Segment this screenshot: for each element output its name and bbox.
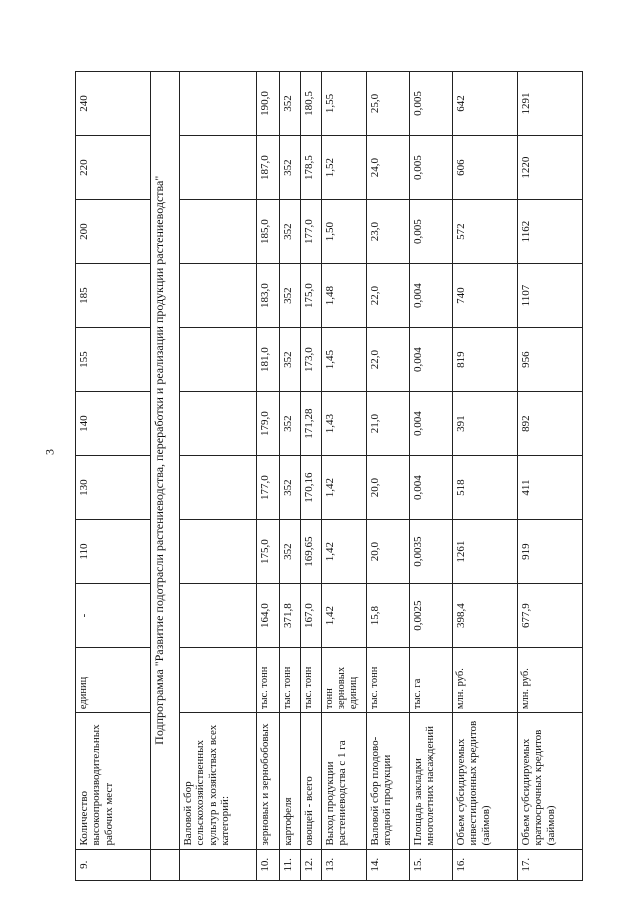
unit-cell: тыс. га bbox=[410, 648, 453, 713]
value-cell: 819 bbox=[453, 328, 518, 392]
value-cell: 240 bbox=[76, 72, 151, 136]
value-cell: 1,42 bbox=[322, 584, 367, 648]
indicator-name: Объем субсидируемых инвестиционных кредитов (займов) bbox=[453, 713, 518, 849]
unit-cell: млн. руб. bbox=[518, 648, 583, 713]
value-cell: 956 bbox=[518, 328, 583, 392]
value-cell: 164,0 bbox=[257, 584, 280, 648]
value-cell: 1162 bbox=[518, 200, 583, 264]
value-cell: 371,8 bbox=[280, 584, 301, 648]
value-cell: 22,0 bbox=[367, 328, 410, 392]
rotated-table-wrapper bbox=[75, 71, 565, 881]
unit-cell: тыс. тонн bbox=[280, 648, 301, 713]
value-cell: 0,004 bbox=[410, 392, 453, 456]
table-row bbox=[301, 72, 322, 881]
indicator-name: Количество высокопроизводительных рабочих мест bbox=[76, 713, 151, 849]
value-cell: 1261 bbox=[453, 520, 518, 584]
value-cell: 606 bbox=[453, 136, 518, 200]
value-cell: - bbox=[76, 584, 151, 648]
row-number: 14. bbox=[367, 849, 410, 880]
value-cell: 677,9 bbox=[518, 584, 583, 648]
value-cell bbox=[180, 584, 257, 648]
value-cell: 0,005 bbox=[410, 200, 453, 264]
value-cell: 15,8 bbox=[367, 584, 410, 648]
value-cell: 1,45 bbox=[322, 328, 367, 392]
unit-cell: тыс. тонн bbox=[257, 648, 280, 713]
value-cell: 0,0025 bbox=[410, 584, 453, 648]
value-cell: 352 bbox=[280, 72, 301, 136]
value-cell: 0,004 bbox=[410, 264, 453, 328]
indicators-table bbox=[75, 71, 583, 881]
indicator-name: Выход продукции растениеводства с 1 га bbox=[322, 713, 367, 849]
indicator-name: Объем субсидируемых краткосрочных кредитов (займов) bbox=[518, 713, 583, 849]
indicator-name: Площадь закладки многолетних насаждений bbox=[410, 713, 453, 849]
unit-cell: тыс. тонн bbox=[367, 648, 410, 713]
value-cell: 177,0 bbox=[257, 456, 280, 520]
row-number: 11. bbox=[280, 849, 301, 880]
indicator-name: Валовой сбор сельскохозяйственных культур в хозяйствах всех категорий: bbox=[180, 713, 257, 849]
value-cell: 1107 bbox=[518, 264, 583, 328]
value-cell: 391 bbox=[453, 392, 518, 456]
value-cell: 1,42 bbox=[322, 520, 367, 584]
value-cell: 140 bbox=[76, 392, 151, 456]
table-row bbox=[280, 72, 301, 881]
value-cell: 25,0 bbox=[367, 72, 410, 136]
table-row bbox=[410, 72, 453, 881]
table-row bbox=[180, 72, 257, 881]
value-cell: 171,28 bbox=[301, 392, 322, 456]
value-cell: 187,0 bbox=[257, 136, 280, 200]
value-cell: 1291 bbox=[518, 72, 583, 136]
value-cell: 1,43 bbox=[322, 392, 367, 456]
value-cell: 169,65 bbox=[301, 520, 322, 584]
value-cell bbox=[180, 328, 257, 392]
value-cell: 0,005 bbox=[410, 136, 453, 200]
value-cell: 0,0035 bbox=[410, 520, 453, 584]
subprogram-row bbox=[151, 72, 180, 881]
value-cell: 892 bbox=[518, 392, 583, 456]
indicator-name: зерновых и зернобобовых bbox=[257, 713, 280, 849]
value-cell: 179,0 bbox=[257, 392, 280, 456]
table-row bbox=[76, 72, 151, 881]
value-cell: 352 bbox=[280, 136, 301, 200]
indicator-name: овощей - всего bbox=[301, 713, 322, 849]
row-number: 17. bbox=[518, 849, 583, 880]
row-number bbox=[180, 849, 257, 880]
page-number: 3 bbox=[42, 449, 57, 455]
value-cell bbox=[180, 456, 257, 520]
value-cell: 110 bbox=[76, 520, 151, 584]
value-cell: 185,0 bbox=[257, 200, 280, 264]
table-row bbox=[257, 72, 280, 881]
value-cell: 398,4 bbox=[453, 584, 518, 648]
value-cell: 518 bbox=[453, 456, 518, 520]
value-cell: 352 bbox=[280, 456, 301, 520]
unit-cell bbox=[180, 648, 257, 713]
row-number: 16. bbox=[453, 849, 518, 880]
value-cell: 185 bbox=[76, 264, 151, 328]
value-cell: 352 bbox=[280, 520, 301, 584]
value-cell bbox=[180, 200, 257, 264]
value-cell: 352 bbox=[280, 200, 301, 264]
unit-cell: тонн зерновых единиц bbox=[322, 648, 367, 713]
table-row bbox=[322, 72, 367, 881]
row-number: 15. bbox=[410, 849, 453, 880]
value-cell: 919 bbox=[518, 520, 583, 584]
value-cell: 190,0 bbox=[257, 72, 280, 136]
empty-cell bbox=[151, 849, 180, 880]
unit-cell: тыс. тонн bbox=[301, 648, 322, 713]
value-cell bbox=[180, 392, 257, 456]
value-cell: 183,0 bbox=[257, 264, 280, 328]
value-cell: 170,16 bbox=[301, 456, 322, 520]
value-cell: 0,005 bbox=[410, 72, 453, 136]
indicator-name: картофеля bbox=[280, 713, 301, 849]
value-cell: 1,52 bbox=[322, 136, 367, 200]
value-cell: 21,0 bbox=[367, 392, 410, 456]
value-cell: 642 bbox=[453, 72, 518, 136]
value-cell: 20,0 bbox=[367, 520, 410, 584]
value-cell: 167,0 bbox=[301, 584, 322, 648]
value-cell: 1,50 bbox=[322, 200, 367, 264]
unit-cell: единиц bbox=[76, 648, 151, 713]
table-row bbox=[453, 72, 518, 881]
table-row bbox=[367, 72, 410, 881]
value-cell: 1,55 bbox=[322, 72, 367, 136]
value-cell: 175,0 bbox=[301, 264, 322, 328]
value-cell: 178,5 bbox=[301, 136, 322, 200]
value-cell: 0,004 bbox=[410, 456, 453, 520]
value-cell: 1,42 bbox=[322, 456, 367, 520]
value-cell bbox=[180, 136, 257, 200]
value-cell: 572 bbox=[453, 200, 518, 264]
table-row bbox=[518, 72, 583, 881]
unit-cell: млн. руб. bbox=[453, 648, 518, 713]
value-cell bbox=[180, 264, 257, 328]
value-cell bbox=[180, 72, 257, 136]
value-cell: 1,48 bbox=[322, 264, 367, 328]
row-number: 12. bbox=[301, 849, 322, 880]
value-cell: 0,004 bbox=[410, 328, 453, 392]
value-cell bbox=[180, 520, 257, 584]
value-cell: 352 bbox=[280, 328, 301, 392]
value-cell: 24,0 bbox=[367, 136, 410, 200]
indicator-name: Валовой сбор плодово-ягодной продукции bbox=[367, 713, 410, 849]
value-cell: 352 bbox=[280, 392, 301, 456]
value-cell: 23,0 bbox=[367, 200, 410, 264]
value-cell: 173,0 bbox=[301, 328, 322, 392]
row-number: 9. bbox=[76, 849, 151, 880]
value-cell: 180,5 bbox=[301, 72, 322, 136]
value-cell: 175,0 bbox=[257, 520, 280, 584]
value-cell: 22,0 bbox=[367, 264, 410, 328]
value-cell: 220 bbox=[76, 136, 151, 200]
value-cell: 352 bbox=[280, 264, 301, 328]
value-cell: 177,0 bbox=[301, 200, 322, 264]
value-cell: 1220 bbox=[518, 136, 583, 200]
value-cell: 155 bbox=[76, 328, 151, 392]
row-number: 10. bbox=[257, 849, 280, 880]
value-cell: 411 bbox=[518, 456, 583, 520]
subprogram-title: Подпрограмма "Развитие подотрасли растениеводства, переработки и реализации продукции растениеводства" bbox=[151, 72, 180, 850]
row-number: 13. bbox=[322, 849, 367, 880]
value-cell: 181,0 bbox=[257, 328, 280, 392]
value-cell: 130 bbox=[76, 456, 151, 520]
value-cell: 740 bbox=[453, 264, 518, 328]
value-cell: 20,0 bbox=[367, 456, 410, 520]
value-cell: 200 bbox=[76, 200, 151, 264]
